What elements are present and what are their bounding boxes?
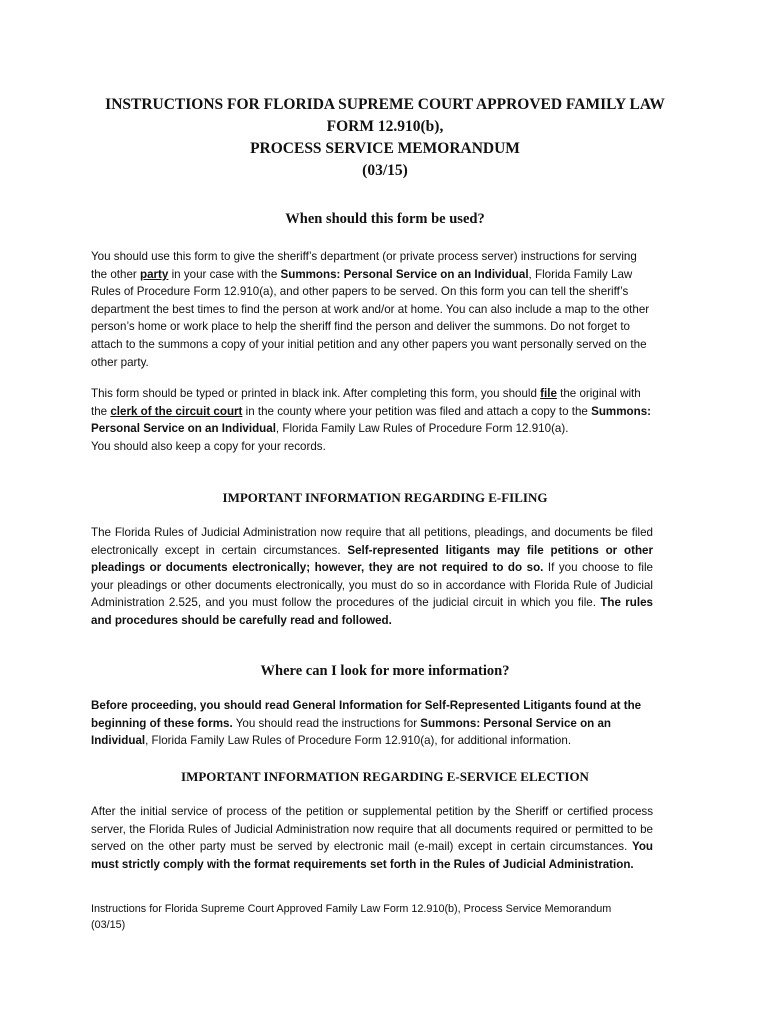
summons-form-name: Summons: Personal Service on an Individual xyxy=(280,267,529,281)
text-run: in your case with the xyxy=(168,267,281,281)
summons-form-name: Summons: Personal Service on an Individual xyxy=(91,716,611,748)
text-run: The Florida Rules of Judicial Administration now require that all petitions, pleadings, and documents be filed electronically except in certain circumstances. xyxy=(91,526,653,557)
summons-form-name: Summons: Personal Service on an Individual xyxy=(91,404,651,436)
bold-text: Before proceeding, you should read General Information for Self-Represented Litigants found at the beginning of these forms. xyxy=(91,699,642,730)
paragraph-when-used xyxy=(91,248,653,371)
footer-line-2: (03/15) xyxy=(91,919,126,931)
text-run: , Florida Family Law Rules of Procedure Form 12.910(a), for additional information. xyxy=(145,734,572,748)
paragraph-eservice xyxy=(91,803,653,873)
title-line-1: INSTRUCTIONS FOR FLORIDA SUPREME COURT APPROVED FAMILY LAW xyxy=(105,96,665,113)
text-run: You should read the instructions for xyxy=(232,716,421,730)
text-run: the original with the xyxy=(91,387,641,418)
text-run: If you choose to file your pleadings or other documents electronically, you must do so in accordance with Florida Rule of Judicial Administration 2.525, and you must follow the procedures of the judicial circuit in which you file. xyxy=(91,561,653,610)
party-link[interactable]: party xyxy=(140,267,169,281)
bold-text: The rules and procedures should be carefully read and followed. xyxy=(91,596,653,627)
file-link[interactable]: file xyxy=(540,387,557,400)
title-line-2: FORM 12.910(b), xyxy=(326,118,444,135)
document-title xyxy=(60,94,710,182)
title-line-4: (03/15) xyxy=(362,162,408,179)
text-run: You should also keep a copy for your records. xyxy=(91,439,326,453)
paragraph-more-info xyxy=(91,697,653,750)
text-run: After the initial service of process of the petition or supplemental petition by the Sheriff or certified process server, the Florida Rules of Judicial Administration now require that all documents required or permitted to be served on the other party must be served by electronic mail (e-mail) except in certain circumstances. xyxy=(91,805,653,854)
footer-line-1: Instructions for Florida Supreme Court Approved Family Law Form 12.910(b), Process Service Memorandum xyxy=(91,903,612,915)
heading-more-info: Where can I look for more information? xyxy=(260,663,510,679)
heading-eservice: IMPORTANT INFORMATION REGARDING E-SERVICE ELECTION xyxy=(181,769,589,784)
paragraph-efiling xyxy=(91,524,653,630)
bold-text: Self-represented litigants may file petitions or other pleadings or documents electronically; however, they are not required to do so. xyxy=(91,543,653,575)
bold-text: You must strictly comply with the format requirements set forth in the Rules of Judicial Administration. xyxy=(91,840,653,871)
text-run: , Florida Family Law Rules of Procedure Form 12.910(a). xyxy=(275,422,569,436)
page-footer xyxy=(91,901,671,933)
text-run: in the county where your petition was filed and attach a copy to the xyxy=(242,404,592,418)
paragraph-typed-printed xyxy=(91,385,653,455)
heading-efiling: IMPORTANT INFORMATION REGARDING E-FILING xyxy=(222,490,548,505)
title-line-3: PROCESS SERVICE MEMORANDUM xyxy=(250,140,520,157)
text-run: This form should be typed or printed in black ink. After completing this form, you should xyxy=(91,387,541,400)
clerk-link[interactable]: clerk of the circuit court xyxy=(110,404,243,418)
heading-when-used: When should this form be used? xyxy=(285,211,485,227)
text-run: , Florida Family Law Rules of Procedure Form 12.910(a), and other papers to be served. On this form you can tell the sheriff’s department the best times to find the person at work and/or at home. You can also include a map to the other person’s home or work place to help the sheriff find the person and deliver the summons. Do not forget to attach to the summons a copy of your initial petition and any other papers you want personally served on the other party. xyxy=(91,267,650,369)
text-run: You should use this form to give the sheriff’s department (or private process server) instructions for serving the other xyxy=(91,250,637,281)
